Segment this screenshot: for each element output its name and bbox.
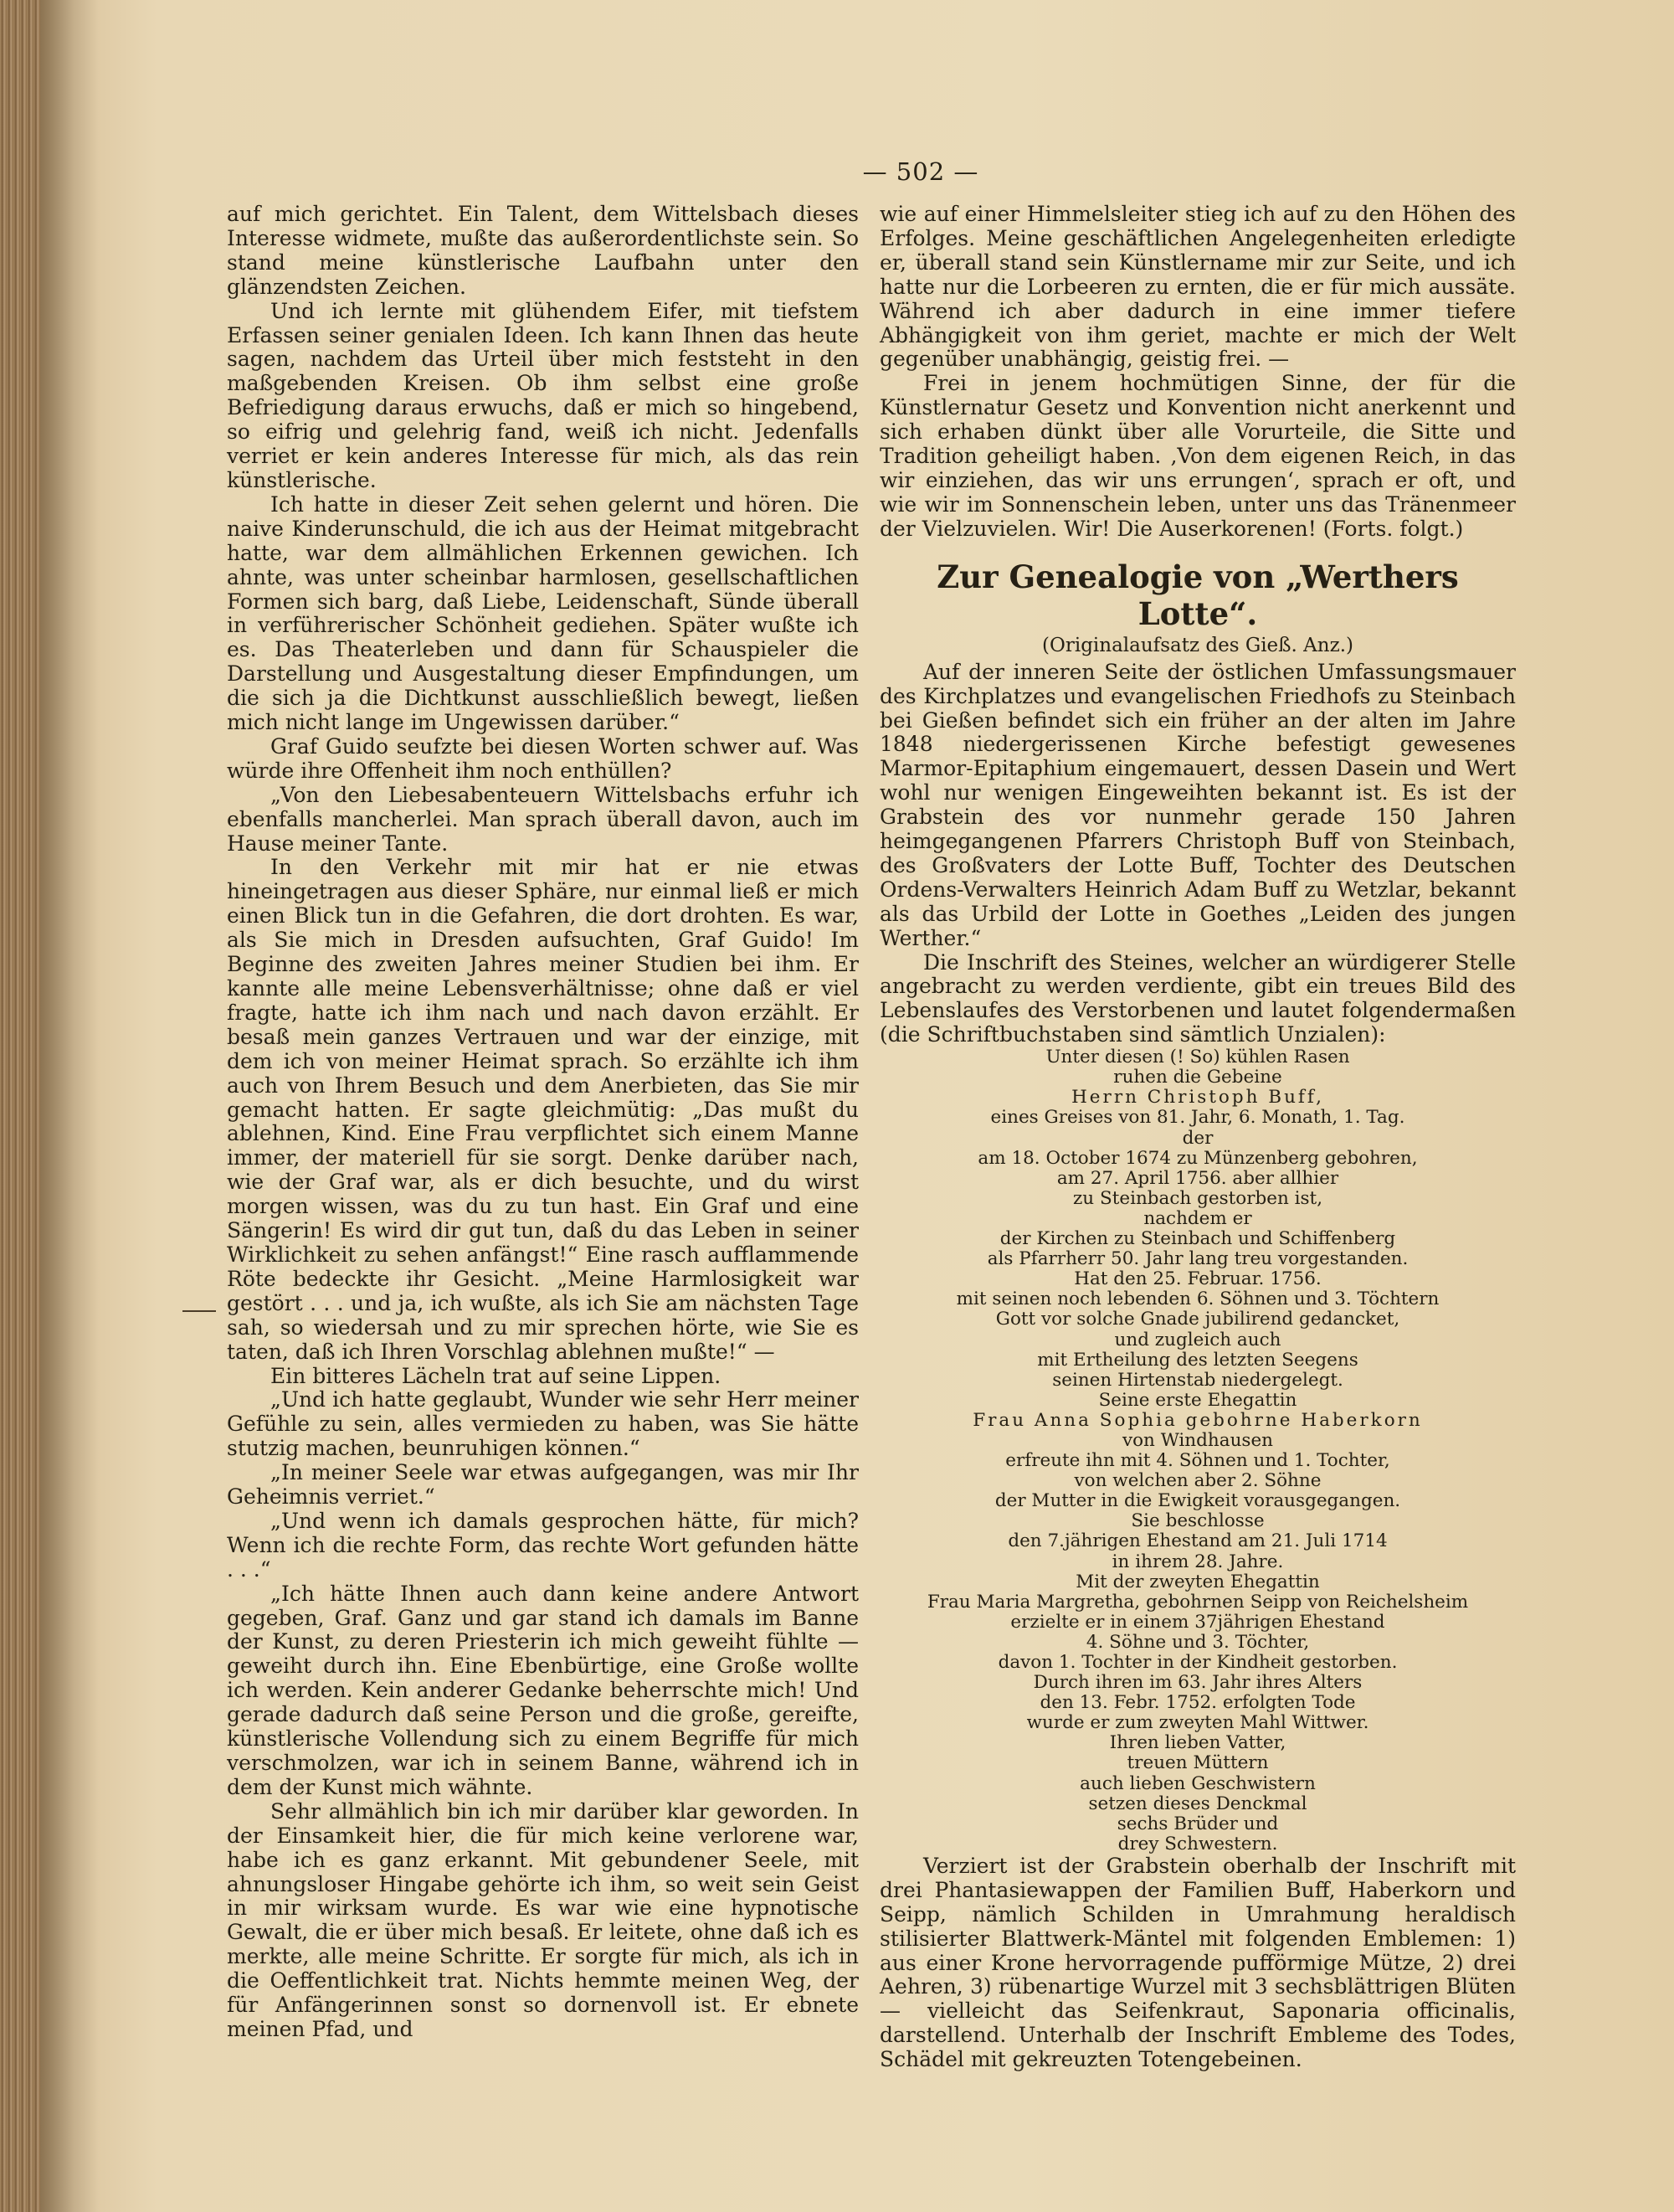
inscription-line: am 18. October 1674 zu Münzenberg gebohren, [978, 1147, 1418, 1169]
paragraph: Frei in jenem hochmütigen Sinne, der für die Künstlernatur Gesetz und Konvention nicht anerkennt und sich erhaben dünkt über alle Vorurteile, die Sitte und Tradition geheiligt haben. ‚Von dem eigenen Reich, in das wir einziehen, das wir uns errungen‘, sprach er oft, und wie wir im Sonnenschein leben, unter uns das Tränenmeer der Vielzuvielen. Wir! Die Auserkorenen! (Forts. folgt.) [880, 371, 1516, 541]
inscription-line: den 7.jährigen Ehestand am 21. Juli 1714 [1008, 1530, 1388, 1552]
inscription-line: Sie beschlosse [1131, 1510, 1265, 1532]
gutter-shadow [40, 0, 99, 2212]
inscription-line: der [1182, 1127, 1214, 1149]
book-page [40, 0, 1674, 2212]
paragraph: Auf der inneren Seite der östlichen Umfassungsmauer des Kirchplatzes und evangelischen Friedhofs zu Steinbach bei Gießen befindet sich ein früher an der alten im Jahre 1848 niedergerissenen Kirche befestigt gewesenes Marmor-Epitaphium eingemauert, dessen Dasein und Wert wohl nur wenigen Eingeweihten bekannt ist. Es ist der Grabstein des vor nunmehr gerade 150 Jahren heimgegangenen Pfarrers Christoph Buff von Steinbach, des Großvaters der Lotte Buff, Tochter des Deutschen Ordens-Verwalters Heinrich Adam Buff zu Wetzlar, bekannt als das Urbild der Lotte in Goethes „Leiden des jungen Werther.“ [880, 659, 1516, 950]
margin-pencil-mark [182, 1310, 216, 1312]
inscription-line: zu Steinbach gestorben ist, [1072, 1187, 1323, 1209]
paragraph: Die Inschrift des Steines, welcher an würdigerer Stelle angebracht zu werden verdiente, gibt ein treues Bild des Lebenslaufes des Verstorbenen und lautet folgendermaßen (die Schriftbuchstaben sind sämtlich Unzialen): [880, 949, 1516, 1047]
inscription-line: am 27. April 1756. aber allhier [1056, 1167, 1339, 1189]
inscription-line: von Windhausen [1122, 1429, 1274, 1451]
paragraph: Und ich lernte mit glühendem Eifer, mit tiefstem Erfassen seiner genialen Ideen. Ich kann Ihnen das heute sagen, nachdem das Urteil über mich feststeht in den maßgebenden Kreisen. Ob ihm selbst eine große Befriedigung daraus erwuchs, daß er mich so hingebend, so eifrig und gelehrig fand, weiß ich nicht. Jedenfalls verriet er kein anderes Interesse für mich, als das rein künstlerische. [227, 298, 859, 492]
inscription-line: Frau Anna Sophia gebohrne Haberkorn [973, 1409, 1423, 1431]
inscription-line: Frau Maria Margretha, gebohrnen Seipp von Reichelsheim [927, 1591, 1469, 1613]
paragraph: Verziert ist der Grabstein oberhalb der Inschrift mit drei Phantasiewappen der Familien Buff, Haberkorn und Seipp, nämlich Schilden in Umrahmung heraldisch stilisierter Blattwerk-Mäntel mit folgenden Emblemen: 1) aus einer Krone hervorragende pufförmige Mütze, 2) drei Aehren, 3) rübenartige Wurzel mit 3 sechsblättrigen Blüten — vielleicht das Seifenkraut, Saponaria officinalis, darstellend. Unterhalb der Inschrift Embleme des Todes, Schädel mit gekreuzten Totengebeinen. [880, 1853, 1516, 2072]
paragraph: „Von den Liebesabenteuern Wittelsbachs erfuhr ich ebenfalls mancherlei. Man sprach überall davon, auch im Hause meiner Tante. [227, 782, 859, 856]
inscription-line: erfreute ihn mit 4. Söhnen und 1. Tochter, [1005, 1450, 1390, 1472]
inscription-line: setzen dieses Denckmal [1088, 1793, 1307, 1814]
inscription-line: Unter diesen (! So) kühlen Rasen [1045, 1047, 1350, 1068]
inscription-line: und zugleich auch [1114, 1329, 1281, 1350]
inscription-line: ruhen die Gebeine [1113, 1067, 1282, 1088]
inscription-line: Ihren lieben Vatter, [1109, 1732, 1286, 1754]
inscription-line: Gott vor solche Gnade jubilirend gedancket, [995, 1309, 1400, 1330]
paragraph: wie auf einer Himmelsleiter stieg ich auf zu den Höhen des Erfolges. Meine geschäftlichen Angelegenheiten erledigte er, überall stand sein Künstlername mir zur Seite, und ich hatte nur die Lorbeeren zu ernten, die er für mich aussäte. Während ich aber dadurch in eine immer tiefere Abhängigkeit von ihm geriet, machte er mich der Welt gegenüber unabhängig, geistig frei. — [880, 202, 1516, 372]
inscription-line: treuen Müttern [1127, 1752, 1269, 1774]
inscription-line: seinen Hirtenstab niedergelegt. [1052, 1369, 1343, 1391]
paragraph: Graf Guido seufzte bei diesen Worten schwer auf. Was würde ihre Offenheit ihm noch enthüllen? [227, 733, 859, 783]
inscription-line: Herrn Christoph Buff, [1071, 1087, 1324, 1109]
inscription-line: eines Greises von 81. Jahr, 6. Monath, 1. Tag. [990, 1107, 1405, 1129]
inscription-line: Mit der zweyten Ehegattin [1076, 1571, 1320, 1592]
paragraph: Ich hatte in dieser Zeit sehen gelernt und hören. Die naive Kinderunschuld, die ich aus der Heimat mitgebracht hatte, war dem allmählichen Erkennen gewichen. Ich ahnte, was unter scheinbar harmlosen, gesellschaftlichen Formen sich barg, daß Liebe, Leidenschaft, Sünde überall in verführerischer Schönheit gediehen. Später wußte ich es. Das Theaterleben und dann für Schauspieler die Darstellung und Ausgestaltung dieser Empfindungen, um die sich ja die Dichtkunst ausschließlich bewegt, ließen mich nicht lange im Ungewissen darüber.“ [227, 491, 859, 735]
article-intro [880, 661, 1516, 1048]
inscription-line: mit seinen noch lebenden 6. Söhnen und 3. Töchtern [956, 1289, 1440, 1310]
paragraph: „Und ich hatte geglaubt, Wunder wie sehr Herr meiner Gefühle zu sein, alles vermieden zu haben, was Sie hätte stutzig machen, beunruhigen können.“ [227, 1387, 859, 1461]
inscription-line: davon 1. Tochter in der Kindheit gestorben. [998, 1652, 1398, 1673]
inscription-line: nachdem er [1143, 1207, 1252, 1229]
paragraph: In den Verkehr mit mir hat er nie etwas hineingetragen aus dieser Sphäre, nur einmal ließ er mich einen Blick tun in die Gefahren, die dort drohten. Es war, als Sie mich in Dresden aufsuchten, Graf Guido! Im Beginne des zweiten Jahres meiner Studien bei ihm. Er kannte alle meine Lebensverhältnisse; ohne daß er viel fragte, hatte ich ihm nach und nach davon erzählt. Er besaß mein ganzes Vertrauen und war der einzige, mit dem ich von meiner Heimat sprach. So erzählte ich ihm auch von Ihrem Besuch und dem Anerbieten, das Sie mir gemacht hatten. Er sagte gleichmütig: „Das mußt du ablehnen, Kind. Eine Frau verpflichtet sich einem Manne immer, der materiell für sie sorgt. Denke darüber nach, wie der Graf war, als er dich besuchte, und du wirst morgen wissen, was du zu tun hast. Ein Graf und eine Sängerin! Es wird dir gut tun, daß du das Leben in seiner Wirklichkeit zu sehen anfängst!“ Eine rasch aufflammende Röte bedeckte ihr Gesicht. „Meine Harmlosigkeit war gestört . . . und ja, ich wußte, als ich Sie am nächsten Tage sah, so wiedersah und zu mir sprechen hörte, wie Sie es taten, daß ich Ihren Vorschlag ablehnen mußte!“ — [227, 855, 859, 1364]
inscription-line: als Pfarrherr 50. Jahr lang treu vorgestanden. [987, 1248, 1409, 1270]
inscription-line: mit Ertheilung des letzten Seegens [1037, 1349, 1358, 1371]
inscription-line: Hat den 25. Februar. 1756. [1074, 1268, 1322, 1290]
left-column [227, 203, 859, 2042]
inscription-line: den 13. Febr. 1752. erfolgten Tode [1040, 1692, 1356, 1714]
article-heading: Zur Genealogie von „Werthers Lotte“. [937, 558, 1459, 632]
page-edges [0, 0, 40, 2212]
page-number: — 502 — [862, 157, 979, 186]
inscription-line: sechs Brüder und [1117, 1813, 1279, 1834]
inscription-line: der Mutter in die Ewigkeit vorausgegangen. [994, 1490, 1401, 1512]
inscription-line: Durch ihren im 63. Jahr ihres Alters [1033, 1672, 1363, 1694]
inscription-line: 4. Söhne und 3. Töchter, [1086, 1631, 1310, 1653]
inscription-line: auch lieben Geschwistern [1080, 1772, 1316, 1794]
paragraph: „Ich hätte Ihnen auch dann keine andere Antwort gegeben, Graf. Ganz und gar stand ich damals im Banne der Kunst, zu deren Priesterin ich mich geweiht fühlte — geweiht durch ihn. Eine Ebenbürtige, eine Große wollte ich werden. Kein anderer Gedanke beherrschte mich! Und gerade dadurch daß seine Person und die große, gereifte, künstlerische Vollendung sich zu einem Begriffe für mich verschmolzen, war ich in seinem Banne, während ich in dem der Kunst mich wähnte. [227, 1581, 859, 1799]
article-subheading: (Originalaufsatz des Gieß. Anz.) [1042, 634, 1353, 656]
inscription-block [880, 1047, 1516, 1854]
right-column [880, 203, 1516, 2072]
inscription-line: erzielte er in einem 37jährigen Ehestand [1010, 1611, 1385, 1633]
paragraph: Sehr allmählich bin ich mir darüber klar geworden. In der Einsamkeit hier, die für mich keine verlorene war, habe ich es ganz erkannt. Mit gebundener Seele, mit ahnungsloser Hingabe gehörte ich ihm, so weit sein Geist in mir wirksam wurde. Es war wie eine hypnotische Gewalt, die er über mich besaß. Er leitete, ohne daß ich es merkte, alle meine Schritte. Er sorgte für mich, als ich in die Oeffentlichkeit trat. Nichts hemmte meinen Weg, der für Anfängerinnen sonst so dornenvoll ist. Er ebnete meinen Pfad, und [227, 1798, 859, 2041]
paragraph: „Und wenn ich damals gesprochen hätte, für mich? Wenn ich die rechte Form, das rechte Wort gefunden hätte . . .“ [227, 1508, 859, 1582]
inscription-line: in ihrem 28. Jahre. [1112, 1551, 1284, 1572]
paragraph: „In meiner Seele war etwas aufgegangen, was mir Ihr Geheimnis verriet.“ [227, 1460, 859, 1510]
paragraph: auf mich gerichtet. Ein Talent, dem Wittelsbach dieses Interesse widmete, mußte das außerordentlichste sein. So stand meine künstlerische Laufbahn unter den glänzendsten Zeichen. [227, 202, 859, 299]
novel-continuation [880, 203, 1516, 542]
inscription-line: drey Schwestern. [1117, 1833, 1278, 1854]
inscription-line: Seine erste Ehegattin [1098, 1389, 1297, 1411]
paragraph: Ein bitteres Lächeln trat auf seine Lippen. [270, 1363, 721, 1388]
inscription-line: wurde er zum zweyten Mahl Wittwer. [1026, 1712, 1369, 1734]
inscription-line: von welchen aber 2. Söhne [1074, 1470, 1322, 1492]
article-conclusion [880, 1854, 1516, 2072]
inscription-line: der Kirchen zu Steinbach und Schiffenberg [999, 1228, 1396, 1250]
